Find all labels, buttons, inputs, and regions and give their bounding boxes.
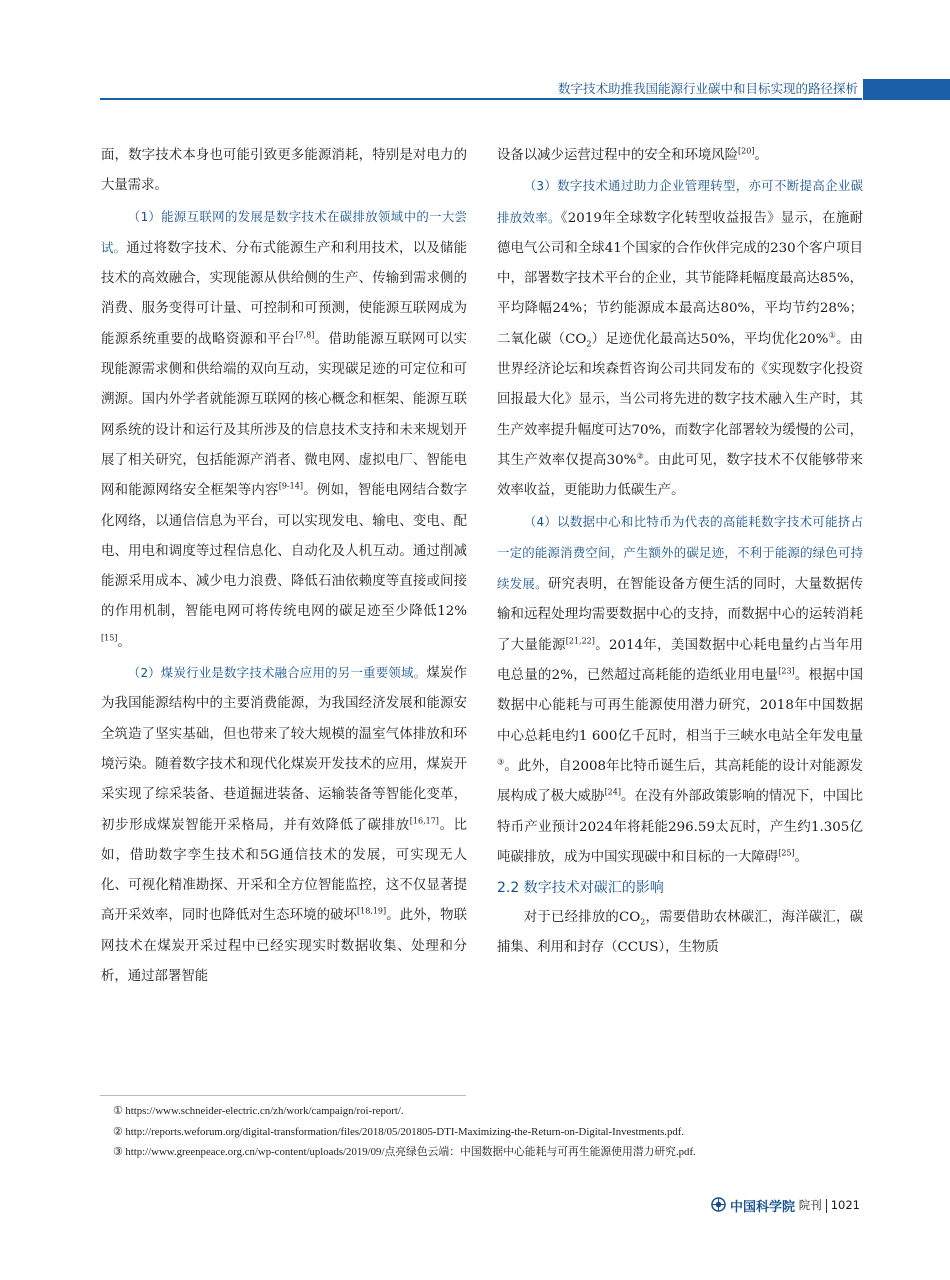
paragraph-lead: （1）能源互联网的发展是数字技术在碳排放领域中的一大尝试。 (101, 208, 467, 255)
paragraph-lead: （2）煤炭行业是数字技术融合应用的另一重要领域。 (127, 665, 427, 681)
citation: [23] (778, 666, 795, 676)
footnote-2: ② http://reports.weforum.org/digital-transformation/files/2018/05/201805-DTI-Maximizing-the-Return-on-Digital-Investments.pdf. (113, 1125, 685, 1138)
paragraph-coal-industry: （2）煤炭行业是数字技术融合应用的另一重要领域。煤炭作为我国能源结构中的主要消费能源，为我国经济发展和能源安全筑造了坚实基础，但也带来了较大规模的温室气体排放和环境污染。随着数字技术和现代化煤炭开发技术的应用，煤炭开采实现了综采装备、巷道掘进装备、运输装备等智能化变革，初步形成煤炭智能开采格局，并有效降低了碳排放[16,17]。比如，借助数字孪生技术和5G通信技术的发展，可实现无人化、可视化精准勘探、开采和全方位智能监控，这不仅显著提高开采效率，同时也降低对生态环境的破坏[18,19]。此外，物联网技术在煤炭开采过程中已经实现实时数据收集、处理和分析，通过部署智能 (101, 665, 468, 985)
cas-logo-icon (711, 1197, 726, 1215)
footnote-marker: ① (828, 330, 836, 340)
paragraph-energy-internet: （1）能源互联网的发展是数字技术在碳排放领域中的一大尝试。通过将数字技术、分布式能源生产和利用技术，以及储能技术的高效融合，实现能源从供给侧的生产、传输到需求侧的消费、服务变得可计量、可控制和可预测，使能源互联网成为能源系统重要的战略资源和平台[7,8]。借助能源互联网可以实现能源需求侧和供给端的双向互动，实现碳足迹的可定位和可溯源。国内外学者就能源互联网的核心概念和框架、能源互联网系统的设计和运行及其所涉及的信息技术支持和未来规划开展了相关研究，包括能源产消者、微电网、虚拟电厂、智能电网和能源网络安全框架等内容[9-14]。例如，智能电网结合数字化网络，以通信信息为平台，可以实现发电、输电、变电、配电、用电和调度等过程信息化、自动化及人机互动。通过削减能源采用成本、减少电力浪费、降低石油依赖度等直接或间接的作用机制，智能电网可将传统电网的碳足迹至少降低12%[15]。 (101, 208, 468, 650)
citation: [20] (738, 146, 755, 156)
footnote-marker: ② (636, 451, 645, 461)
footnote-1: ① https://www.schneider-electric.cn/zh/work/campaign/roi-report/. (113, 1105, 404, 1117)
paragraph-data-centers: （4）以数据中心和比特币为代表的高能耗数字技术可能挤占一定的能源消费空间，产生额外的碳足迹，不利于能源的绿色可持续发展。研究表明，在智能设备方便生活的同时，大量数据传输和远程处理均需要数据中心的支持，而数据中心的运转消耗了大量能源[21,22]。2014年，美国数据中心耗电量约占当年用电总量的2%，已然超过高耗能的造纸业用电量[23]。根据中国数据中心能耗与可再生能源使用潜力研究，2018年中国数据中心总耗电约1 600亿千瓦时，相当于三峡水电站全年发电量③。此外，自2008年比特币诞生后，其高耗能的设计对能源发展构成了极大威胁[24]。在没有外部政策影响的情况下，中国比特币产业预计2024年将耗能296.59太瓦时，产生约1.305亿吨碳排放，成为中国实现碳中和目标的一大障碍[25]。 (497, 513, 864, 865)
citation: [25] (778, 848, 795, 858)
citation: [15] (101, 633, 118, 643)
header-accent-block (863, 79, 950, 100)
footnote-marker: ③ (497, 757, 505, 767)
paragraph-continuation: 设备以减少运营过程中的安全和环境风险[20]。 (497, 146, 768, 163)
paragraph-lead: （3）数字技术通过助力企业管理转型，亦可不断提高企业碳排放效率。 (497, 178, 863, 225)
citation: [21,22] (565, 636, 595, 646)
paragraph-continuation: 面，数字技术本身也可能引致更多能源消耗，特别是对电力的大量需求。 (101, 148, 467, 194)
paragraph-enterprise-management: （3）数字技术通过助力企业管理转型，亦可不断提高企业碳排放效率。《2019年全球数字化转型收益报告》显示，在施耐德电气公司和全球41个国家的合作伙伴完成的230个客户项目中，部署数字技术平台的企业，其节能降耗幅度最高达85%，平均降幅24%；节约能源成本最高达80%，平均节约28%；二氧化碳$(CO_2)$足迹优化最高达50%，平均优化20%①。由世界经济论坛和埃森哲咨询公司共同发布的《实现数字化投资回报最大化》显示，当公司将先进的数字技术融入生产时，其生产效率提升幅度可达70%，而数字化部署较为缓慢的公司，其生产效率仅提高30%②。由此可见，数字技术不仅能够带来效率收益，更能助力低碳生产。 (497, 178, 864, 499)
section-heading: 2.2 数字技术对碳汇的影响 (497, 880, 664, 897)
journal-name: 中国科学院 (730, 1200, 796, 1215)
journal-label: 院刊 (798, 1198, 822, 1212)
citation: [16,17] (409, 816, 439, 826)
footnote-3: ③ http://www.greenpeace.org.cn/wp-content/uploads/2019/09/点亮绿色云端：中国数据中心能耗与可再生能源使用潜力研究.pdf. (113, 1146, 696, 1158)
paragraph-carbon-sink: 对于已经排放的$CO_2$，需要借助农林碳汇，海洋碳汇，碳捕集、利用和封存（CCUS），生物质 (497, 910, 863, 956)
right-column (497, 141, 863, 964)
footer-separator (826, 1199, 827, 1213)
citation: [9-14] (278, 481, 303, 491)
page-footer (700, 1196, 860, 1215)
footnotes (113, 1101, 873, 1163)
page-number: 1021 (830, 1198, 860, 1212)
citation: [7,8] (295, 330, 315, 340)
citation: [24] (604, 787, 621, 797)
citation: [18,19] (357, 906, 387, 916)
running-title: 数字技术助推我国能源行业碳中和目标实现的路径探析 (557, 81, 858, 96)
left-column (101, 141, 467, 992)
header-rule (100, 98, 862, 100)
paragraph-lead: （4）以数据中心和比特币为代表的高能耗数字技术可能挤占一定的能源消费空间，产生额外的碳足迹，不利于能源的绿色可持续发展。 (497, 513, 863, 592)
footnote-rule (100, 1095, 466, 1096)
